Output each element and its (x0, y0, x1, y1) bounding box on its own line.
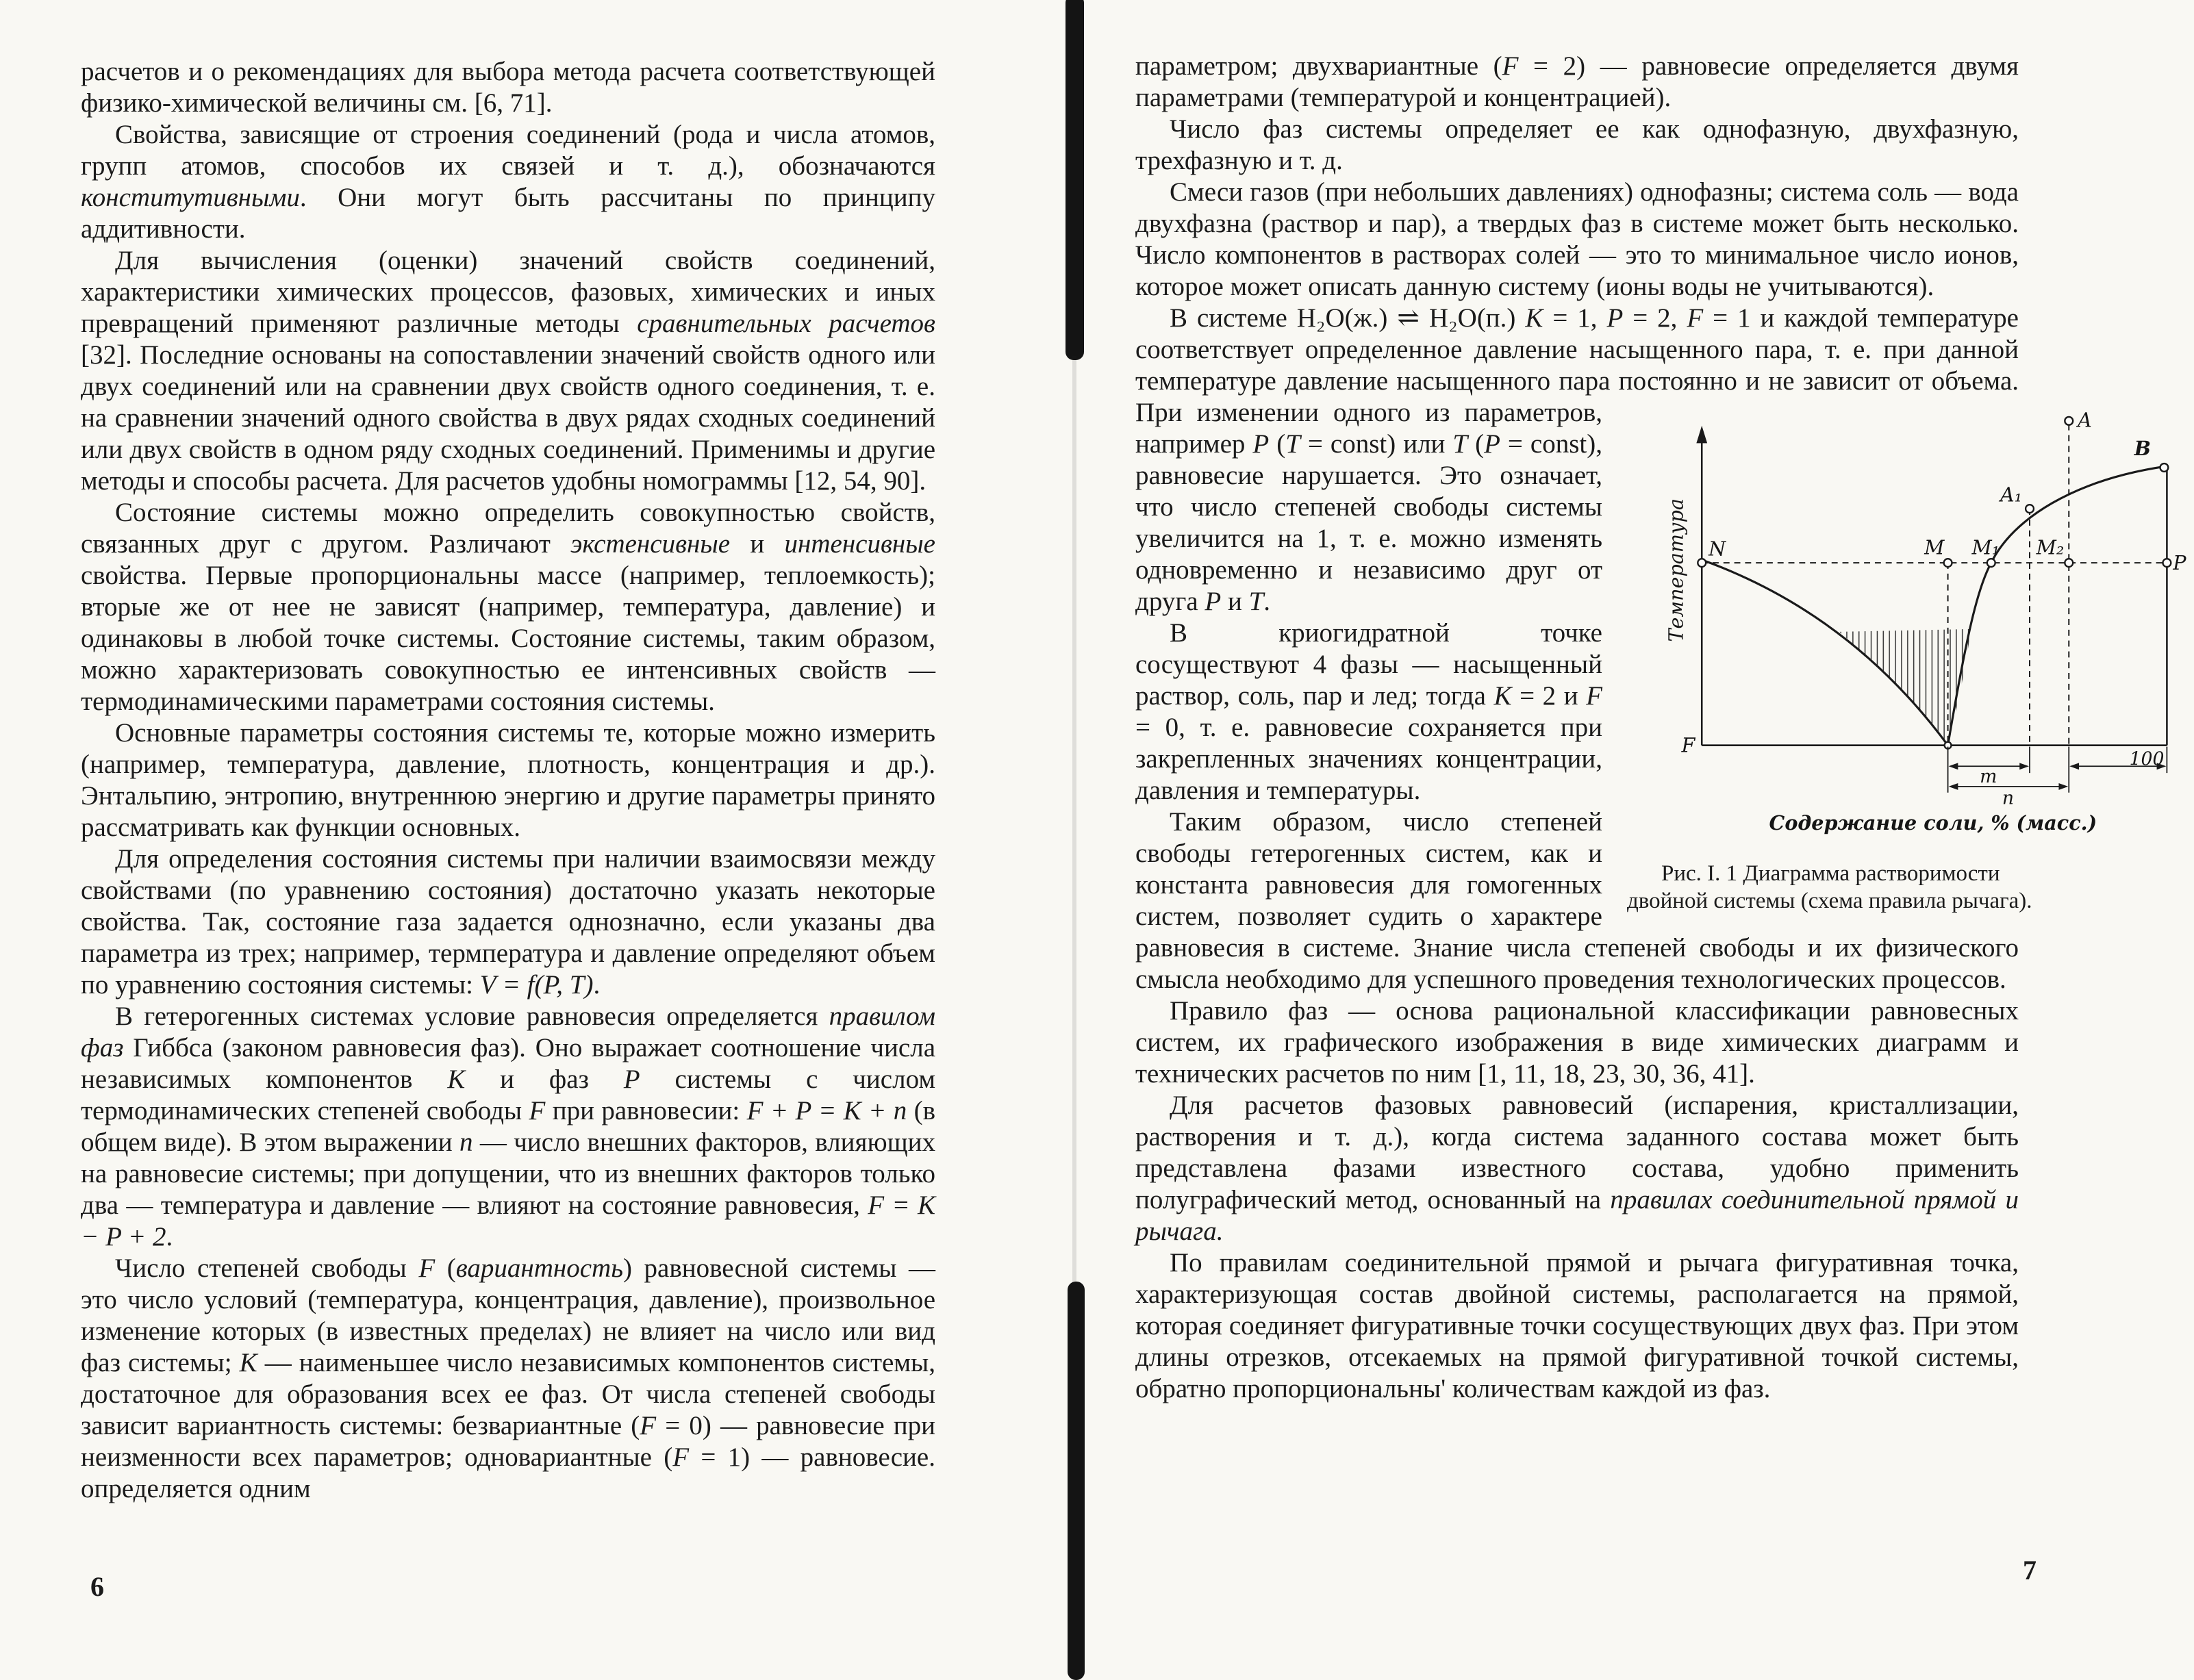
segment-label-n: n (2002, 787, 2015, 809)
paragraph: Состояние системы можно определить совокупностью свойств, связанных друг с другом. Различают экстенсивные и интенсивные свойства. Первые пропорциональны массе (например, теплоемкость); вторые же от нее не зависят (например, температура, давление) и одинаковы в любой точке системы. Состояние системы, таким образом, можно характеризовать совокупностью ее интенсивных свойств — термодинамическими параметрами состояния системы. (81, 498, 935, 716)
x-axis-label: Содержание соли, % (масс.) (1769, 811, 2097, 835)
paragraph: Для определения состояния системы при наличии взаимосвязи между свойствами (по уравнению состояния) достаточно указать некоторые свойства. Так, состояние газа задается однозначно, если указаны два параметра из трех; например, термпература и давление определяют объем по уравнению состояния системы: V = f(P, T). (81, 844, 935, 1000)
paragraph-text: В системе H₂O(ж.) ⇌ H₂O(п.) K = 1, P = 2, F = 1 и каждой температуре соответствует определенное давление насыщенного пара, т. е. при данной температуре давление насыщенного пара (1135, 303, 2019, 396)
point-label-m2: M₂ (2036, 535, 2065, 559)
point-label-b: B (2134, 437, 2151, 461)
paragraph: расчетов и о рекомендациях для выбора метода расчета соответствующей физико-химической величины см. [6, 71]. (81, 57, 935, 118)
gutter-line (1072, 356, 1076, 1286)
gutter-shadow-bottom (1068, 1282, 1085, 1680)
axis-max-label: 100 (2129, 748, 2165, 770)
segment-label-m: m (1980, 765, 1997, 787)
paragraph-text: постоянно и не зависит от объема. При изменении одного из параметров, например P (T = const) или T (P = const), равновесие нарушается. Это означает, что число степеней свободы системы увеличится на 1, т. е. можно изменять одновременно и независимо друг от друга P и T. (1135, 366, 2019, 616)
paragraph: Свойства, зависящие от строения соединений (рода и числа атомов, групп атомов, способов их связей и т. д.), обозначаются конститутивными. Они могут быть рассчитаны по принципу аддитивности. (81, 120, 935, 244)
paragraph: По правилам соединительной прямой и рычага фигуративная точка, характеризующая состав двойной системы, располагается на прямой, которая соединяет фигуративные точки сосуществующих двух фаз. При этом длины отрезков, отсекаемых на прямой фигуративной точкой системы, обратно пропорциональны' количествам каждой из фаз. (1135, 1248, 2019, 1403)
point-label-m1: M₁ (1971, 535, 2000, 559)
paragraph: Правило фаз — основа рациональной классификации равновесных систем, их графического изображения в виде химических диаграмм и технических расчетов по ним [1, 11, 18, 23, 30, 36, 41]. (1135, 996, 2019, 1089)
paragraph: Для расчетов фазовых равновесий (испарения, кристаллизации, растворения и т. д.), когда система заданного состава может быть представлена фазами известного состава, удобно применить полуграфический метод, основанный на правилах соединительной прямой и рычага. (1135, 1091, 2019, 1246)
point-label-a1: A₁ (2000, 483, 2023, 507)
paragraph: В криогидратной точке сосуществуют 4 фазы — насыщенный раствор, соль, пар и лед; тогда K = 2 и F = 0, т. е. равновесие сохраняется при закрепленных значениях концентрации, давления и температуры. (1135, 618, 1602, 805)
y-axis-arrow (1696, 426, 1707, 444)
figure-caption: Рис. I. 1 Диаграмма растворимости двойной системы (схема правила рычага). (1627, 861, 2032, 913)
paragraph: Таким образом, число степеней свободы гетерогенных систем, как и константа равновесия для гомогенных систем, позволяет судить о характере равновесия в системе. Знание числа степеней свободы и их физического смысла необходимо для успешного проведения технологических процессов. (1135, 807, 2019, 994)
paragraph: Число фаз системы определяет ее как однофазную, двухфазную, трехфазную и т. д. (1135, 114, 2019, 175)
paragraph: Смеси газов (при небольших давлениях) однофазны; система соль — вода двухфазна (раствор и пар), а твердых фаз в системе может быть несколько. Число компонентов в растворах солей — это то минимальное число ионов, которое может описать данную систему (ионы воды не учитываются). (1135, 177, 2019, 301)
page-right (1135, 51, 2186, 1586)
point-label-a: A (2078, 408, 2092, 432)
gutter-shadow-top (1066, 0, 1084, 360)
paragraph: параметром; двухвариантные (F = 2) — равновесие определяется двумя параметрами (температурой и концентрацией). (1135, 51, 2019, 112)
paragraph: Число степеней свободы F (вариантность) равновесной системы — это число условий (температура, концентрация, давление), произвольное изменение которых (в известных пределах) не влияет на число или вид фаз системы; K — наименьшее число независимых компонентов системы, достаточное для образования всех ее фаз. От числа степеней свободы зависит вариантность системы: безвариантные (F = 0) — равновесие при неизменности всех параметров; одновариантные (F = 1) — равновесие. определяется одним (81, 1253, 936, 1503)
solubility-diagram-svg (1661, 404, 2189, 840)
paragraph: Основные параметры состояния системы те, которые можно измерить (например, температура, давление, плотность, концентрация и др.). Энтальпию, энтропию, внутреннюю энергию и другие параметры принято рассматривать как функции основных. (81, 718, 935, 842)
page-number: 7 (2023, 1555, 2037, 1586)
paragraph: Для вычисления (оценки) значений свойств соединений, характеристики химических процессов, фазовых, химических и иных превращений применяют различные методы сравнительных расчетов [32]. Последние основаны на сопоставлении значений свойств одного или двух соединений или на сравнении двух свойств одного соединения, т. е. на сравнении значений одного свойства в двух рядах сходных соединений или двух свойств в одном ряду сходных соединений. Применимы и другие методы и способы расчета. Для расчетов удобны номограммы [12, 54, 90]. (81, 246, 935, 496)
y-axis-label: Температура (1664, 498, 1688, 642)
paragraph: В гетерогенных системах условие равновесия определяется правилом фаз Гиббса (законом равновесия фаз). Оно выражает соотношение числа независимых компонентов K и фаз P системы с числом термодинамических степеней свободы F при равновесии: F + P = K + n (в общем виде). В этом выражении n — число внешних факторов, влияющих на равновесие системы; при допущении, что из внешних факторов только два — температура и давление — влияют на состояние равновесия, F = K − P + 2. (81, 1002, 936, 1251)
point-label-m: M (1924, 535, 1945, 559)
figure-solubility-diagram (1627, 404, 2186, 915)
point-label-p: P (2173, 550, 2186, 574)
point-label-n: N (1708, 537, 1726, 561)
page-left (81, 56, 936, 1602)
point-label-f: F (1681, 733, 1695, 757)
page-number: 6 (90, 1571, 104, 1602)
